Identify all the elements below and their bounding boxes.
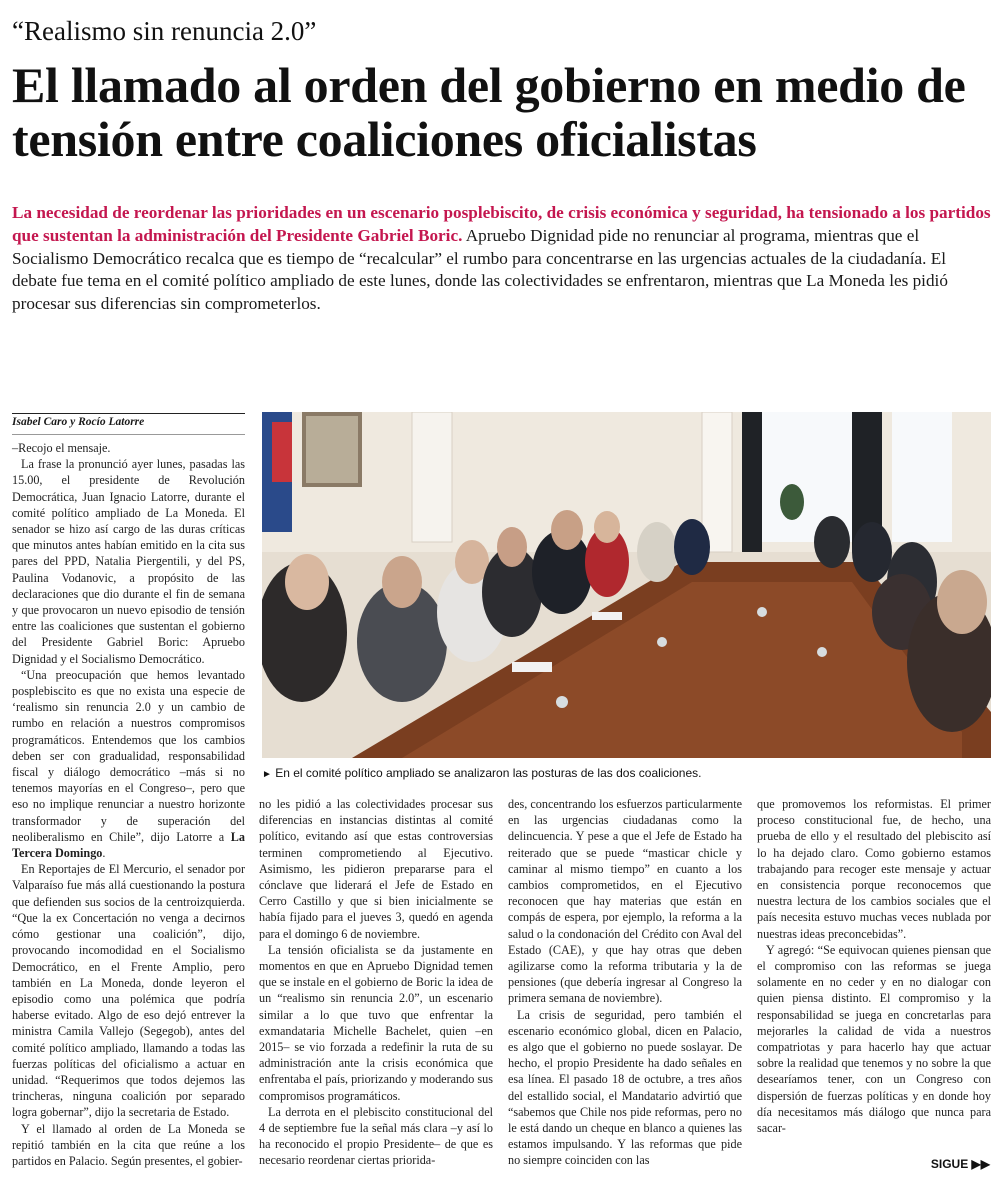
quote-end: . bbox=[102, 846, 106, 861]
byline-rule-top bbox=[12, 413, 245, 414]
paragraph: La crisis de seguridad, pero también el escenario económico global, dicen en Palacio, es algo que el gobierno no puede soslayar. De hecho, el propio Presidente ha dado señales en esa línea. El pasado 18 de octubre, a tres años del estallido social, el Mandatario advirtió que “sabemos que Chile nos pide reformas, pero no le está dando un cheque en blanco a quienes las estamos impulsando. Y las reformas que pide no siempre coinciden con las bbox=[508, 1007, 742, 1168]
article-lead bbox=[12, 202, 992, 316]
paragraph: La frase la pronunció ayer lunes, pasadas las 15.00, el presidente de Revolución Democrática, Juan Ignacio Latorre, durante el comité político ampliado de La Moneda. El senador se hizo así cargo de las duras críticas que minutos antes habían emitido en la cita sus pares del PPD, Natalia Piergentili, y del PS, Paulina Vodanovic, a propósito de las declaraciones que dio durante el fin de semana y que provocaron un nuevo episodio de tensión entre las coaliciones que sustentan el gobierno del Presidente Gabriel Boric: Apruebo Dignidad y el Socialismo Democrático. bbox=[12, 457, 245, 666]
continue-marker: SIGUE ▶▶ bbox=[930, 1157, 990, 1171]
paragraph: –Recojo el mensaje. bbox=[12, 441, 111, 455]
paragraph: Y el llamado al orden de La Moneda se repitió también en la cita que reúne a los partidos en Palacio. Según presentes, el gobier- bbox=[12, 1121, 245, 1168]
source-name: La Tercera Domingo bbox=[12, 829, 245, 861]
paragraph: que promovemos los reformistas. El primer proceso constitucional fue, de hecho, una prueba de ello y el resultado del plebiscito así lo ha dejado claro. Como gobierno estamos trabajando para recoger este mensaje y actuar en consistencia porque reconocemos que nuestra lectura de los cambios sociales que el país necesita estuvo muchas veces nublada por nuestras ideas preconcebidas”. bbox=[757, 797, 991, 941]
article-photo bbox=[262, 412, 991, 758]
caption-marker: ► bbox=[262, 769, 272, 780]
paragraph: La derrota en el plebiscito constitucional del 4 de septiembre fue la señal más clara –y así lo ha reconocido el propio Presidente– de que es necesario reordenar ciertas priorida- bbox=[259, 1104, 493, 1168]
paragraph: des, concentrando los esfuerzos particularmente en las urgencias ciudadanas como la delincuencia. Y pese a que el Jefe de Estado ha reiterado que se puede “masticar chicle y caminar al mismo tiempo” en cuanto a los cambios comprometidos, en el Ejecutivo reconocen que hay materias que están en compás de espera, por ejemplo, la reforma a la salud o la condonación del Crédito con Aval del Estado (CAE), y que hay otras que deben agilizarse como la reforma tributaria y la de pensiones (que debería ingresar al Congreso la primera semana de noviembre). bbox=[508, 797, 742, 1006]
paragraph: no les pidió a las colectividades procesar sus diferencias en instancias distintas al comité político, evitando así que estas controversias terminen comprometiendo al Ejecutivo. Asimismo, les pidieron prepararse para el cónclave que liderará el Jefe de Estado en Cerro Castillo y que si bien inicialmente se había fijado para el jueves 3, quedó en agenda para el domingo 6 de noviembre. bbox=[259, 797, 493, 941]
meeting-photo-illustration bbox=[262, 412, 991, 758]
paragraph: En Reportajes de El Mercurio, el senador por Valparaíso fue más allá cuestionando la postura que defienden sus socios de la centroizquierda. “Que la ex Concertación no venga a decirnos cómo gestionar una coalición”, dijo, provocando incomodidad en el Socialismo Democrático, en el Frente Amplio, pero también en La Moneda, donde leyeron el episodio como una polémica que podría haberse evitado. Algo de eso dejó entrever la ministra Camila Vallejo (Segegob), antes del comité político ampliado, llamando a todas las fuerzas políticas del oficialismo a actuar en unidad. “Requerimos que todos dejemos las trincheras, ninguna coalición por separado logra gobernar”, dijo la secretaria de Estado. bbox=[12, 862, 245, 1120]
article-column-2 bbox=[259, 796, 493, 1169]
paragraph: Y agregó: “Se equivocan quienes piensan que el compromiso con las reformas se juega solamente en no ceder y en no dialogar con quien piensa distinto. El compromiso y la responsabilidad se juega en concretarlas para mejorarles la calidad de vida a nuestros compatriotas y para hacerlo hay que actuar sobre la realidad que tenemos y no sobre la que desearíamos tener, con un Congreso con dispersión de fuerzas políticas y en donde hoy día necesitamos más diálogo que nunca para sacar- bbox=[757, 942, 991, 1136]
caption-text: En el comité político ampliado se analizaron las posturas de las dos coaliciones. bbox=[275, 766, 702, 780]
article-column-4 bbox=[757, 796, 991, 1136]
article-column-1 bbox=[12, 440, 245, 1169]
quote-text: “Una preocupación que hemos levantado posplebiscito es que no exista una especie de ‘realismo sin renuncia 2.0 y un cambio de rumbo en relación a nuestros compromisos programáticos. Entendemos que los cambios deben ser con gradualidad, responsabilidad fiscal y diálogo democrático –más si no tenemos mayorías en el Congreso–, pero que eso no implique renunciar a nuestro horizonte transformador y de superación del neoliberalismo en Chile”, dijo Latorre a bbox=[12, 667, 245, 844]
byline-rule-bottom bbox=[12, 434, 245, 435]
photo-caption bbox=[262, 766, 991, 780]
article-kicker: “Realismo sin renuncia 2.0” bbox=[12, 16, 317, 46]
lead-highlight: La necesidad de reordenar las prioridades en un escenario posplebiscito, de crisis económica y seguridad, ha tensionado a los partidos que sustentan la administración del Presidente Gabriel Boric. bbox=[12, 203, 991, 245]
article-headline: El llamado al orden del gobierno en medio de tensión entre coaliciones oficialistas bbox=[12, 57, 966, 167]
paragraph bbox=[12, 667, 245, 861]
paragraph: La tensión oficialista se da justamente en momentos en que en Apruebo Dignidad temen que se instale en el gobierno de Boric la idea de un “realismo sin renuncia 2.0”, un escenario similar a lo que tuvo que enfrentar la exmandataria Michelle Bachelet, quien –en 2015– se vio forzada a redefinir la ruta de su administración ante la crisis económica que enfrentaba el país, priorizando y moderando sus compromisos programáticos. bbox=[259, 942, 493, 1103]
lead-text: Apruebo Dignidad pide no renunciar al programa, mientras que el Socialismo Democrático recalca que es tiempo de “recalcular” el rumbo para concentrarse en las urgencias actuales de la ciudadanía. El debate fue tema en el comité político ampliado de este lunes, donde las colectividades se enfrentaron, mientras que La Moneda les pidió procesar sus diferencias sin comprometerlos. bbox=[12, 225, 948, 314]
byline: Isabel Caro y Rocío Latorre bbox=[12, 416, 145, 428]
article-column-3 bbox=[508, 796, 742, 1169]
